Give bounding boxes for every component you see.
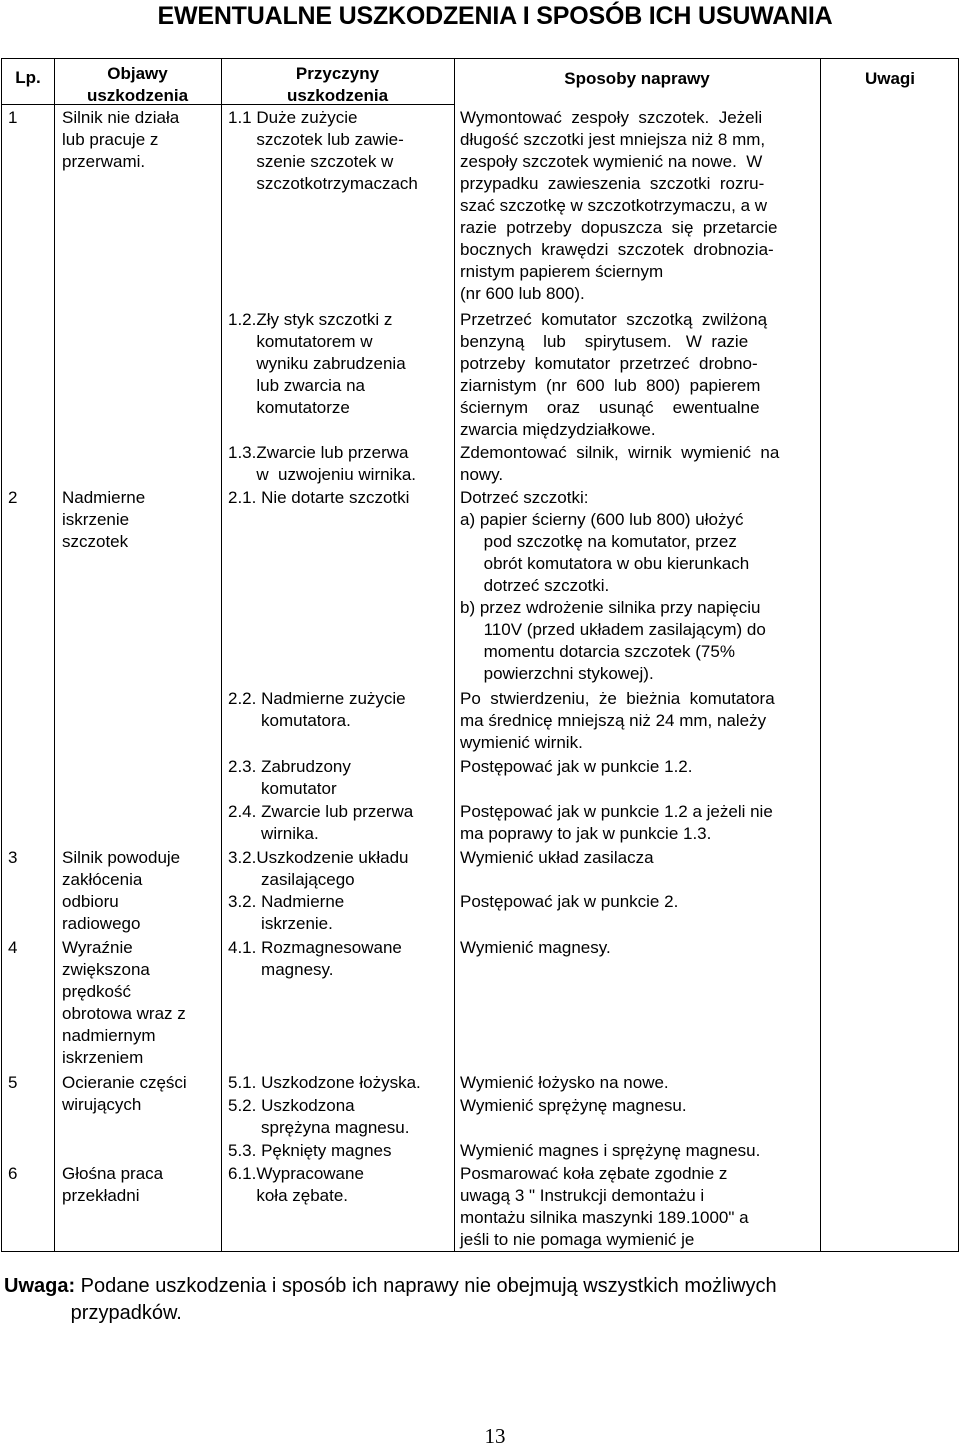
header-remedies: Sposoby naprawy	[564, 69, 710, 88]
cause-text: 5.2. Uszkodzona sprężyna magnesu.	[228, 1096, 410, 1137]
row-number: 6	[8, 1164, 18, 1183]
remedy-text: Wymienić łożysko na nowe.	[460, 1073, 669, 1092]
remedy-text: Wymontować zespoły szczotek. Jeżeli długość szczotki jest mniejsza niż 8 mm, zespoły szczotek wymienić na nowe. W przypadku zawieszenia szczotki rozru- szać szczotkę w szczotkotrzymaczu, a w razie potrzeby dopuszcza się przetarcie bocznych krawędzi szczotek drobnozia- rnistym papierem ściernym (nr 600 lub 800).	[460, 108, 778, 303]
symptom-text: Silnik powoduje zakłócenia odbioru radiowego	[62, 848, 181, 933]
column-divider	[820, 59, 821, 1251]
cause-text: 4.1. Rozmagnesowane magnesy.	[228, 938, 402, 979]
remedy-text: Przetrzeć komutator szczotką zwilżoną benzyną lub spirytusem. W razie potrzeby komutator przetrzeć drobno- ziarnistym (nr 600 lub 800) papierem ściernym oraz usunąć ewentualne zwarcia międzydziałkowe.	[460, 310, 768, 439]
row-number: 1	[8, 108, 18, 127]
cause-text: 3.2.Uszkodzenie układu zasilającego	[228, 848, 409, 889]
page-number: 13	[484, 1424, 506, 1448]
symptom-text: Nadmierne iskrzenie szczotek	[62, 488, 146, 551]
cause-text: 1.2.Zły styk szczotki z komutatorem w wyniku zabrudzenia lub zwarcia na komutatorze	[228, 310, 406, 417]
footnote	[4, 1273, 777, 1327]
header-remarks: Uwagi	[864, 69, 916, 88]
cause-text: 3.2. Nadmierne iskrzenie.	[228, 892, 345, 933]
row-number: 4	[8, 938, 18, 957]
remedy-text: Dotrzeć szczotki: a) papier ścierny (600 lub 800) ułożyć pod szczotkę na komutator, przez obrót komutatora w obu kierunkach dotrzeć szczotki. b) przez wdrożenie silnika przy napięciu 110V (przed układem zasilającym) do momentu dotarcia szczotek (75% powierzchni stykowej).	[460, 488, 766, 683]
row-number: 3	[8, 848, 18, 867]
remedy-text: Wymienić sprężynę magnesu.	[460, 1096, 687, 1115]
remedy-text: Po stwierdzeniu, że bieżnia komutatora ma średnicę mniejszą niż 24 mm, należy wymienić wirnik.	[460, 689, 775, 752]
header-causes: Przyczyny uszkodzenia	[286, 64, 389, 105]
symptom-text: Wyraźnie zwiększona prędkość obrotowa wraz z nadmiernym iskrzeniem	[62, 938, 186, 1067]
cause-text: 2.1. Nie dotarte szczotki	[228, 488, 410, 507]
column-divider	[221, 59, 222, 1251]
footnote-label: Uwaga:	[4, 1275, 76, 1297]
page-title: EWENTUALNE USZKODZENIA I SPOSÓB ICH USUWANIA	[157, 2, 833, 30]
cause-text: 6.1.Wypracowane koła zębate.	[228, 1164, 364, 1205]
remedy-text: Postępować jak w punkcie 1.2 a jeżeli nie ma poprawy to jak w punkcie 1.3.	[460, 802, 773, 843]
remedy-text: Zdemontować silnik, wirnik wymienić na nowy.	[460, 443, 780, 484]
remedy-text: Posmarować koła zębate zgodnie z uwagą 3 " Instrukcji demontażu i montażu silnika maszynki 189.1000" a jeśli to nie pomaga wymienić je	[460, 1164, 749, 1249]
remedy-text: Wymienić magnesy.	[460, 938, 611, 957]
row-number: 5	[8, 1073, 18, 1092]
row-number: 2	[8, 488, 18, 507]
remedy-text: Postępować jak w punkcie 1.2.	[460, 757, 693, 776]
header-divider	[2, 104, 454, 105]
cause-text: 2.2. Nadmierne zużycie komutatora.	[228, 689, 406, 730]
cause-text: 1.3.Zwarcie lub przerwa w uzwojeniu wirnika.	[228, 443, 417, 484]
header-lp: Lp.	[15, 68, 41, 87]
symptom-text: Ocieranie części wirujących	[62, 1073, 187, 1114]
column-divider	[454, 59, 455, 1251]
cause-text: 2.4. Zwarcie lub przerwa wirnika.	[228, 802, 414, 843]
cause-text: 2.3. Zabrudzony komutator	[228, 757, 351, 798]
remedy-text: Wymienić magnes i sprężynę magnesu.	[460, 1141, 761, 1160]
symptom-text: Silnik nie działa lub pracuje z przerwami.	[62, 108, 180, 171]
cause-text: 5.1. Uszkodzone łożyska.	[228, 1073, 421, 1092]
header-symptoms: Objawy uszkodzenia	[86, 64, 189, 105]
faults-table	[1, 58, 959, 1252]
cause-text: 5.3. Pęknięty magnes	[228, 1141, 392, 1160]
remedy-text: Wymienić układ zasilacza	[460, 848, 654, 867]
footnote-text: Podane uszkodzenia i sposób ich naprawy nie obejmują wszystkich możliwych przypadków.	[70, 1275, 777, 1324]
remedy-text: Postępować jak w punkcie 2.	[460, 892, 679, 911]
cause-text: 1.1 Duże zużycie szczotek lub zawie- szenie szczotek w szczotkotrzymaczach	[228, 108, 418, 193]
column-divider	[54, 59, 55, 1251]
symptom-text: Głośna praca przekładni	[62, 1164, 164, 1205]
